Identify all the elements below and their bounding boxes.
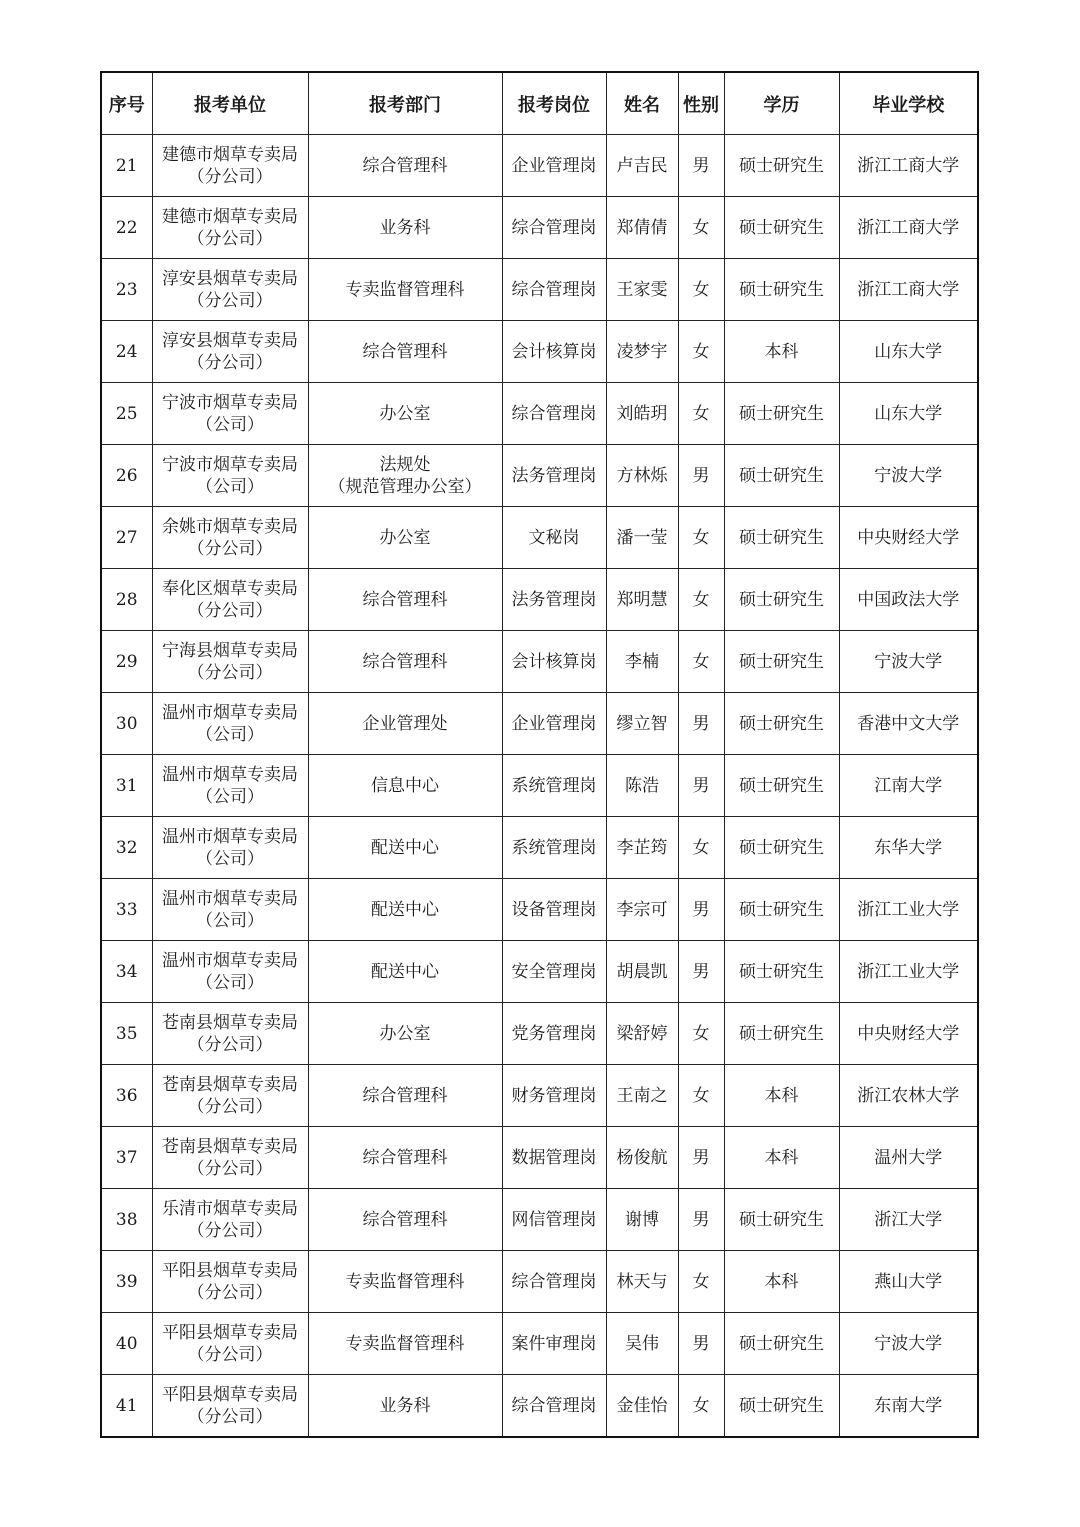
cell-dept-line: 专卖监督管理科 [345,1333,465,1354]
cell-no: 27 [101,507,152,569]
cell-name: 胡晨凯 [606,941,678,1003]
cell-dept-line: 企业管理处 [362,713,448,734]
cell-unit [152,259,308,321]
cell-gender: 女 [678,1375,724,1438]
cell-unit [152,755,308,817]
cell-post: 企业管理岗 [502,693,606,755]
cell-dept [308,1251,502,1313]
cell-name: 潘一莹 [606,507,678,569]
cell-no: 32 [101,817,152,879]
table-row [101,197,978,259]
table-row [101,569,978,631]
cell-dept-line: 业务科 [379,217,431,238]
table-row [101,507,978,569]
cell-no: 26 [101,445,152,507]
cell-unit [152,1065,308,1127]
cell-unit [152,321,308,383]
cell-unit [152,879,308,941]
cell-gender: 女 [678,1251,724,1313]
cell-degree: 硕士研究生 [724,383,839,445]
cell-school: 燕山大学 [839,1251,978,1313]
cell-unit-line: 宁波市烟草专卖局 [162,454,298,475]
cell-post: 法务管理岗 [502,569,606,631]
cell-post: 法务管理岗 [502,445,606,507]
cell-unit-line: 建德市烟草专卖局 [162,144,298,165]
cell-dept [308,1313,502,1375]
cell-degree: 硕士研究生 [724,259,839,321]
cell-degree: 硕士研究生 [724,1003,839,1065]
cell-degree: 本科 [724,1065,839,1127]
cell-school: 浙江工业大学 [839,879,978,941]
cell-no: 36 [101,1065,152,1127]
cell-dept-line: 办公室 [379,527,431,548]
cell-unit [152,507,308,569]
cell-dept [308,569,502,631]
cell-dept [308,445,502,507]
cell-name: 郑明慧 [606,569,678,631]
cell-school: 山东大学 [839,383,978,445]
cell-no: 33 [101,879,152,941]
table-row [101,693,978,755]
cell-dept [308,135,502,197]
cell-dept [308,879,502,941]
cell-post: 案件审理岗 [502,1313,606,1375]
cell-dept [308,1375,502,1438]
cell-gender: 男 [678,1127,724,1189]
cell-school: 中央财经大学 [839,507,978,569]
cell-unit-line: （公司） [196,848,264,869]
table-row [101,445,978,507]
cell-gender: 女 [678,1003,724,1065]
cell-dept [308,259,502,321]
cell-dept-line: 综合管理科 [362,341,448,362]
cell-gender: 女 [678,569,724,631]
header-no: 序号 [101,72,152,135]
cell-dept-line: 专卖监督管理科 [345,1271,465,1292]
cell-degree: 硕士研究生 [724,817,839,879]
cell-post: 会计核算岗 [502,321,606,383]
table-row [101,941,978,1003]
cell-degree: 硕士研究生 [724,445,839,507]
cell-gender: 男 [678,693,724,755]
cell-unit-line: 苍南县烟草专卖局 [162,1136,298,1157]
cell-unit [152,445,308,507]
cell-gender: 女 [678,383,724,445]
cell-school: 宁波大学 [839,631,978,693]
cell-unit-line: 平阳县烟草专卖局 [162,1260,298,1281]
cell-school: 中央财经大学 [839,1003,978,1065]
cell-no: 21 [101,135,152,197]
cell-school: 浙江工商大学 [839,259,978,321]
cell-no: 30 [101,693,152,755]
cell-unit-line: 淳安县烟草专卖局 [162,330,298,351]
cell-post: 综合管理岗 [502,197,606,259]
table-row [101,1251,978,1313]
cell-unit-line: （分公司） [187,1344,273,1365]
cell-dept-line: 综合管理科 [362,589,448,610]
cell-unit-line: （分公司） [187,600,273,621]
cell-dept-line: 配送中心 [371,899,439,920]
cell-unit-line: 温州市烟草专卖局 [162,764,298,785]
cell-degree: 硕士研究生 [724,1375,839,1438]
cell-no: 34 [101,941,152,1003]
cell-name: 吴伟 [606,1313,678,1375]
cell-unit [152,693,308,755]
cell-gender: 男 [678,1189,724,1251]
cell-no: 39 [101,1251,152,1313]
cell-no: 37 [101,1127,152,1189]
cell-unit-line: 苍南县烟草专卖局 [162,1074,298,1095]
table-row [101,631,978,693]
cell-unit [152,941,308,1003]
cell-degree: 硕士研究生 [724,1313,839,1375]
cell-dept-line: 信息中心 [371,775,439,796]
cell-unit [152,197,308,259]
table-row [101,135,978,197]
cell-no: 22 [101,197,152,259]
cell-name: 梁舒婷 [606,1003,678,1065]
cell-gender: 男 [678,445,724,507]
header-gender: 性别 [678,72,724,135]
cell-dept-line: 专卖监督管理科 [345,279,465,300]
cell-unit [152,817,308,879]
cell-school: 温州大学 [839,1127,978,1189]
table-row [101,755,978,817]
cell-dept-line: 办公室 [379,403,431,424]
cell-degree: 硕士研究生 [724,135,839,197]
cell-unit [152,631,308,693]
table-row [101,1065,978,1127]
cell-degree: 硕士研究生 [724,941,839,1003]
cell-dept-line: 综合管理科 [362,1085,448,1106]
cell-name: 郑倩倩 [606,197,678,259]
table-row [101,1375,978,1438]
cell-dept [308,941,502,1003]
cell-dept-line: 综合管理科 [362,651,448,672]
cell-degree: 硕士研究生 [724,693,839,755]
cell-unit [152,1189,308,1251]
cell-school: 浙江工商大学 [839,135,978,197]
cell-post: 设备管理岗 [502,879,606,941]
cell-unit-line: 平阳县烟草专卖局 [162,1322,298,1343]
table-row [101,321,978,383]
cell-unit-line: （分公司） [187,538,273,559]
cell-dept [308,755,502,817]
cell-unit [152,383,308,445]
cell-unit [152,1375,308,1438]
cell-gender: 女 [678,631,724,693]
cell-dept-line: 综合管理科 [362,1147,448,1168]
cell-school: 浙江农林大学 [839,1065,978,1127]
header-dept: 报考部门 [308,72,502,135]
cell-school: 浙江工业大学 [839,941,978,1003]
cell-unit [152,569,308,631]
cell-gender: 女 [678,197,724,259]
cell-dept [308,693,502,755]
table-row [101,879,978,941]
cell-dept [308,817,502,879]
cell-no: 28 [101,569,152,631]
cell-degree: 硕士研究生 [724,197,839,259]
cell-gender: 女 [678,321,724,383]
cell-degree: 本科 [724,1127,839,1189]
cell-unit-line: （公司） [196,414,264,435]
cell-name: 缪立智 [606,693,678,755]
cell-school: 宁波大学 [839,1313,978,1375]
cell-degree: 本科 [724,1251,839,1313]
cell-school: 宁波大学 [839,445,978,507]
cell-post: 系统管理岗 [502,817,606,879]
header-name: 姓名 [606,72,678,135]
table-row [101,817,978,879]
header-unit: 报考单位 [152,72,308,135]
cell-dept-line: 法规处 [379,454,431,475]
cell-post: 党务管理岗 [502,1003,606,1065]
cell-no: 31 [101,755,152,817]
cell-unit-line: 余姚市烟草专卖局 [162,516,298,537]
cell-unit-line: （公司） [196,910,264,931]
cell-post: 网信管理岗 [502,1189,606,1251]
cell-unit-line: 淳安县烟草专卖局 [162,268,298,289]
cell-unit-line: 平阳县烟草专卖局 [162,1384,298,1405]
candidate-table [100,71,979,1438]
cell-no: 24 [101,321,152,383]
cell-post: 文秘岗 [502,507,606,569]
cell-unit-line: 温州市烟草专卖局 [162,702,298,723]
cell-post: 综合管理岗 [502,383,606,445]
cell-school: 中国政法大学 [839,569,978,631]
cell-name: 谢博 [606,1189,678,1251]
cell-post: 企业管理岗 [502,135,606,197]
cell-name: 李楠 [606,631,678,693]
table-header-row [101,72,978,135]
cell-unit-line: （分公司） [187,1406,273,1427]
cell-gender: 女 [678,259,724,321]
table-row [101,1313,978,1375]
table-row [101,1127,978,1189]
cell-post: 安全管理岗 [502,941,606,1003]
cell-unit [152,1313,308,1375]
cell-dept [308,1189,502,1251]
cell-name: 陈浩 [606,755,678,817]
candidate-table-container [100,71,977,1438]
cell-gender: 男 [678,941,724,1003]
cell-school: 香港中文大学 [839,693,978,755]
cell-dept-line: （规范管理办公室） [328,476,482,497]
header-post: 报考岗位 [502,72,606,135]
cell-unit-line: 奉化区烟草专卖局 [162,578,298,599]
cell-name: 王南之 [606,1065,678,1127]
cell-unit-line: 温州市烟草专卖局 [162,888,298,909]
cell-post: 系统管理岗 [502,755,606,817]
cell-unit-line: 苍南县烟草专卖局 [162,1012,298,1033]
cell-school: 东华大学 [839,817,978,879]
cell-name: 林天与 [606,1251,678,1313]
cell-dept [308,631,502,693]
cell-name: 金佳怡 [606,1375,678,1438]
cell-unit-line: （分公司） [187,1220,273,1241]
cell-no: 38 [101,1189,152,1251]
cell-school: 浙江大学 [839,1189,978,1251]
cell-gender: 女 [678,1065,724,1127]
cell-degree: 硕士研究生 [724,1189,839,1251]
cell-unit-line: 乐清市烟草专卖局 [162,1198,298,1219]
cell-unit-line: 宁海县烟草专卖局 [162,640,298,661]
cell-unit [152,1127,308,1189]
cell-unit-line: （分公司） [187,662,273,683]
cell-unit-line: （分公司） [187,1158,273,1179]
cell-dept-line: 业务科 [379,1395,431,1416]
cell-unit-line: （分公司） [187,290,273,311]
cell-gender: 男 [678,755,724,817]
cell-dept-line: 配送中心 [371,837,439,858]
cell-no: 35 [101,1003,152,1065]
cell-post: 会计核算岗 [502,631,606,693]
table-row [101,1003,978,1065]
cell-degree: 硕士研究生 [724,631,839,693]
cell-gender: 女 [678,507,724,569]
cell-unit-line: （公司） [196,972,264,993]
cell-unit [152,1003,308,1065]
cell-no: 29 [101,631,152,693]
cell-name: 凌梦宇 [606,321,678,383]
cell-unit-line: （分公司） [187,1096,273,1117]
table-row [101,1189,978,1251]
cell-degree: 硕士研究生 [724,507,839,569]
cell-gender: 女 [678,817,724,879]
cell-school: 东南大学 [839,1375,978,1438]
cell-dept-line: 办公室 [379,1023,431,1044]
cell-name: 王家雯 [606,259,678,321]
cell-dept [308,507,502,569]
cell-unit-line: 温州市烟草专卖局 [162,950,298,971]
cell-unit [152,1251,308,1313]
cell-unit-line: （公司） [196,476,264,497]
cell-unit [152,135,308,197]
cell-name: 卢吉民 [606,135,678,197]
cell-name: 李芷筠 [606,817,678,879]
cell-degree: 本科 [724,321,839,383]
cell-no: 40 [101,1313,152,1375]
cell-no: 23 [101,259,152,321]
cell-no: 41 [101,1375,152,1438]
cell-unit-line: （分公司） [187,228,273,249]
cell-post: 综合管理岗 [502,259,606,321]
cell-dept-line: 综合管理科 [362,1209,448,1230]
header-school: 毕业学校 [839,72,978,135]
cell-name: 刘皓玥 [606,383,678,445]
cell-degree: 硕士研究生 [724,569,839,631]
cell-unit-line: （分公司） [187,166,273,187]
cell-unit-line: （分公司） [187,1034,273,1055]
cell-dept [308,1065,502,1127]
cell-post: 数据管理岗 [502,1127,606,1189]
cell-dept [308,383,502,445]
cell-dept [308,197,502,259]
cell-name: 杨俊航 [606,1127,678,1189]
table-row [101,383,978,445]
cell-unit-line: （公司） [196,724,264,745]
cell-unit-line: 温州市烟草专卖局 [162,826,298,847]
cell-dept [308,1127,502,1189]
cell-unit-line: 宁波市烟草专卖局 [162,392,298,413]
cell-name: 李宗可 [606,879,678,941]
cell-post: 综合管理岗 [502,1251,606,1313]
cell-degree: 硕士研究生 [724,755,839,817]
cell-gender: 男 [678,879,724,941]
cell-dept-line: 综合管理科 [362,155,448,176]
table-body [101,135,978,1438]
cell-dept [308,321,502,383]
cell-unit-line: （分公司） [187,352,273,373]
header-degree: 学历 [724,72,839,135]
cell-dept [308,1003,502,1065]
cell-post: 财务管理岗 [502,1065,606,1127]
cell-gender: 男 [678,135,724,197]
table-row [101,259,978,321]
cell-unit-line: （分公司） [187,1282,273,1303]
cell-gender: 男 [678,1313,724,1375]
cell-unit-line: 建德市烟草专卖局 [162,206,298,227]
cell-no: 25 [101,383,152,445]
cell-school: 山东大学 [839,321,978,383]
cell-dept-line: 配送中心 [371,961,439,982]
cell-name: 方林烁 [606,445,678,507]
cell-school: 江南大学 [839,755,978,817]
cell-post: 综合管理岗 [502,1375,606,1438]
cell-degree: 硕士研究生 [724,879,839,941]
cell-school: 浙江工商大学 [839,197,978,259]
cell-unit-line: （公司） [196,786,264,807]
